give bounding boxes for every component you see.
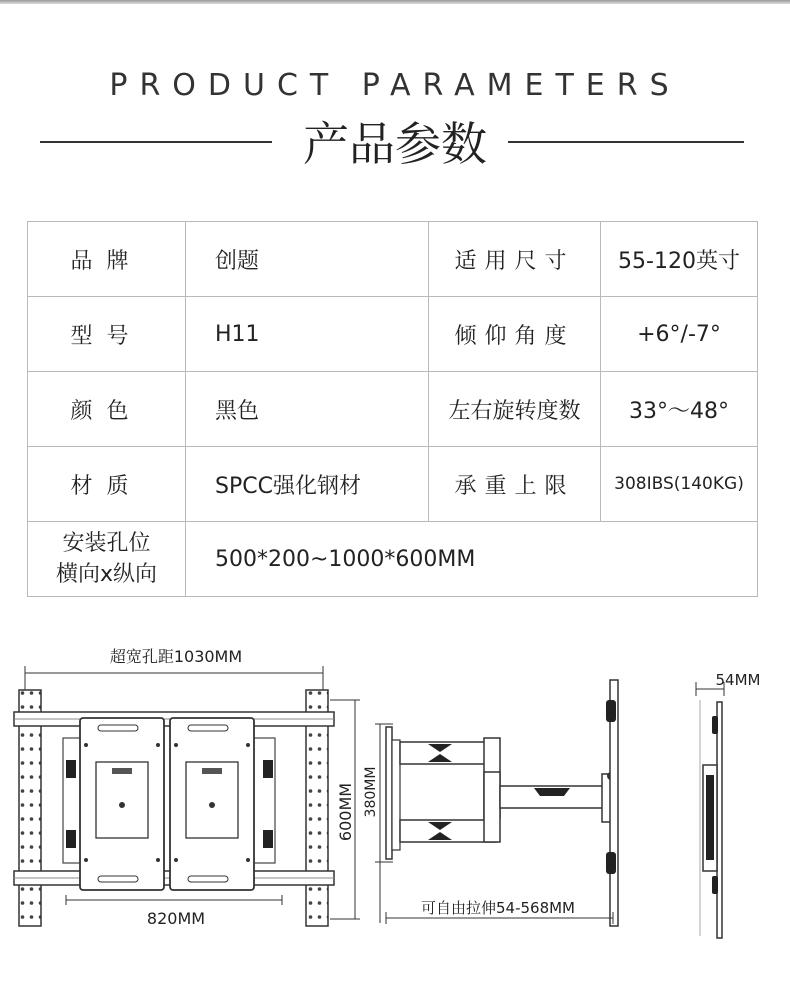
title-line-right [508,141,744,143]
front-bottom-label: 820MM [146,909,206,928]
side-height-label: 380MM [363,766,379,818]
top-rule [0,0,790,4]
param-label: 颜色 [28,372,186,447]
param-label: 品牌 [28,222,186,297]
parameters-table [27,221,758,597]
hole-label-line1: 安装孔位 [62,531,151,556]
english-title: PRODUCT PARAMETERS [109,68,681,103]
chinese-title: 产品参数 [303,117,487,171]
hole-label-line2: 横向x纵向 [55,562,158,587]
front-view [14,647,360,928]
param-label: 材质 [28,447,186,522]
table-row [28,222,758,297]
table-row [28,372,758,447]
param-value: +6°/-7° [601,297,758,372]
param-value: 55-120英寸 [601,222,758,297]
param-label: 适用尺寸 [429,222,601,297]
param-value: SPCC强化钢材 [186,447,429,522]
front-height-label: 600MM [336,782,355,842]
dimension-diagram [0,630,790,960]
param-label: 左右旋转度数 [429,372,601,447]
profile-view [696,671,760,938]
param-value: 黑色 [186,372,429,447]
profile-depth-label: 54MM [715,671,761,689]
side-view [363,680,618,926]
param-label: 承重上限 [429,447,601,522]
front-width-label: 超宽孔距1030MM [109,647,243,666]
param-label: 型号 [28,297,186,372]
hole-label [28,522,186,597]
param-value: 308IBS(140KG) [601,447,758,522]
table-row [28,447,758,522]
param-value: H11 [186,297,429,372]
extension-label: 可自由拉伸54-568MM [420,899,576,917]
table-row [28,297,758,372]
param-value: 33°～48° [601,372,758,447]
param-label: 倾仰角度 [429,297,601,372]
hole-value: 500*200~1000*600MM [186,522,758,597]
param-value: 创题 [186,222,429,297]
table-row [28,522,758,597]
